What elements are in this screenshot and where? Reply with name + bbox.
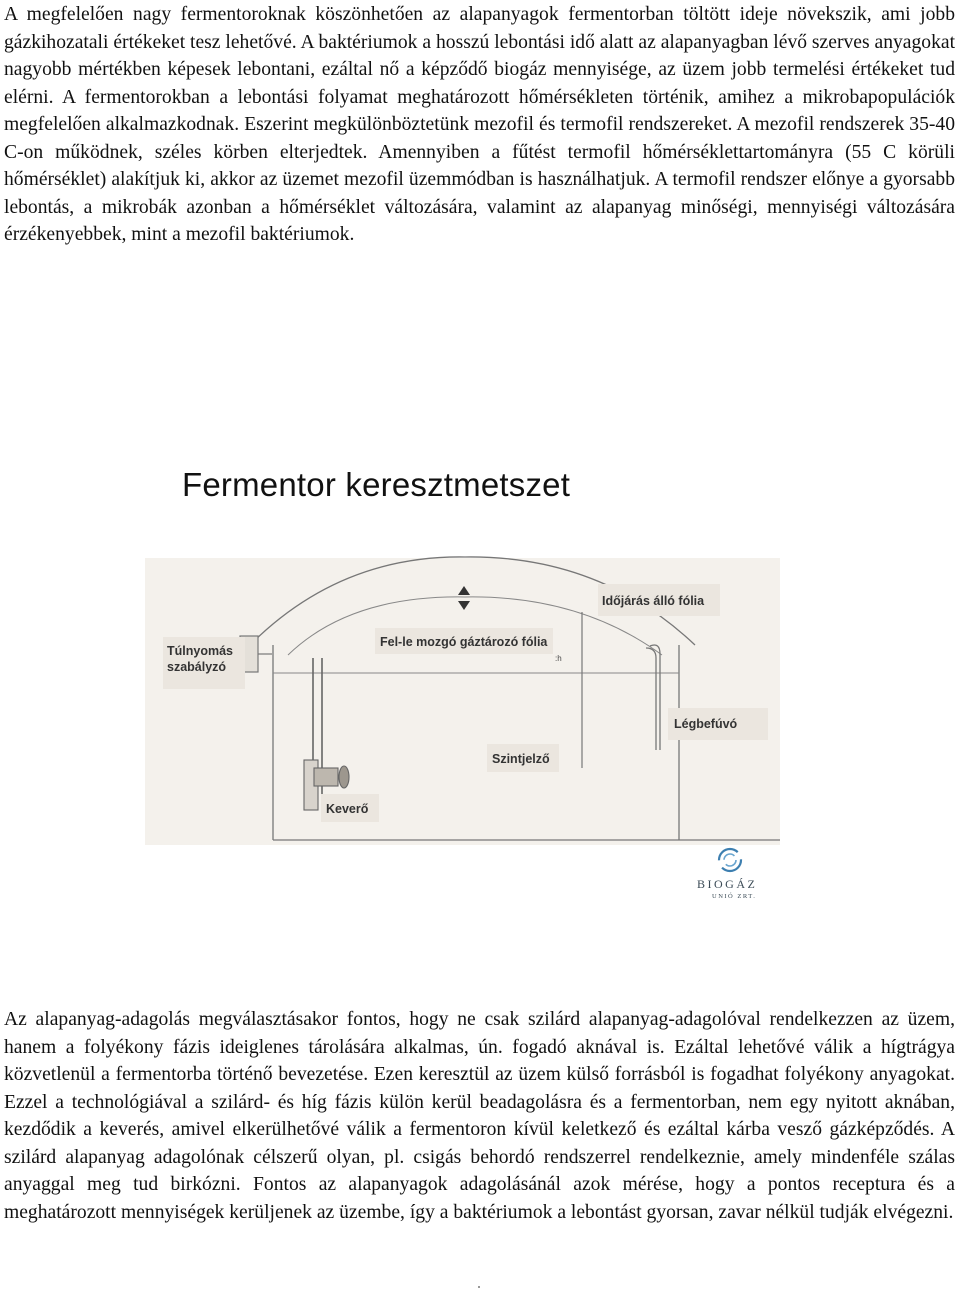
biogaz-logo-subtitle: UNIÓ ZRT. (712, 893, 757, 900)
small-mark-label: :h (555, 654, 562, 663)
biogaz-logo (697, 849, 757, 900)
diagram-title: Fermentor keresztmetszet (182, 466, 571, 503)
page-marker-dot (478, 1286, 480, 1288)
level-meter-label: Szintjelző (492, 752, 550, 766)
mixer-label: Keverő (326, 802, 369, 816)
fermentor-cross-section-diagram (140, 550, 800, 905)
weather-foil-label: Időjárás álló fólia (602, 594, 705, 608)
pressure-regulator-label-line1: Túlnyomás (167, 644, 233, 658)
feeding-paragraph: Az alapanyag-adagolás megválasztásakor fontos, hogy ne csak szilárd alapanyag-adagolóval rendelkezzen az üzem, hanem a folyékony fázis ideiglenes tárolására alkalmas, ún. fogadó aknával is. Ezáltal lehetővé válik a hígtrágya közvetlenül a fermentorba történő bevezetése. Ezen keresztül az üzem külső forrásból is fogadhat folyékony anyagokat. Ezzel a technológiával a szilárd- és híg fázis külön kerül beadagolásra és a fermentorban, nem egy nyitott aknában, kezdődik a keverés, amivel elkerülhetővé válik a fermentoron kívül keletkező és ezáltal kárba vesző gázképződés. A szilárd alapanyag adagolónak célszerű olyan, pl. csigás behordó rendszerrel rendelkeznie, amely mindenféle szálas anyaggal meg tud birkózni. Fontos az alapanyagok adagolásánál azok mérése, hogy a pontos receptura és a meghatározott mennyiségek kerüljenek az üzembe, így a baktériumok a lebontást gyorsan, zavar nélkül tudják elvégezni. (4, 1009, 955, 1223)
biogaz-logo-name: BIOGÁZ (697, 877, 758, 891)
intro-paragraph: A megfelelően nagy fermentoroknak köszönhetően az alapanyagok fermentorban töltött ideje növekszik, ami jobb gázkihozatali értékeket tesz lehetővé. A baktériumok a hosszú lebontási idő alatt az alapanyagban lévő szerves anyagokat nagyobb mértékben képesek lebontani, ezáltal nő a képződő biogáz mennyisége, az üzem jobb termelési értékeket tud elérni. A fermentorokban a lebontási folyamat meghatározott hőmérsékleten történik, amihez a mikrobapopulációk megfelelően alkalmazkodnak. Eszerint megkülönböztetünk mezofil és termofil rendszereket. A mezofil rendszerek 35-40 C-on működnek, széles körben elterjedtek. Amennyiben a fűtést termofil hőmérséklettartományra (55 C körüli hőmérséklet) alakítjuk ki, akkor az üzemet mezofil üzemmódban is használhatjuk. A termofil rendszer előnye a gyorsabb lebontás, a mikrobák azonban a hőmérséklet változására, valamint az alapanyag minőségi, mennyiségi változására érzékenyebbek, mint a mezofil baktériumok. (4, 4, 956, 245)
air-blower-label: Légbefúvó (674, 717, 738, 731)
biogaz-logo-swirl-icon (719, 849, 741, 871)
gas-foil-label: Fel-le mozgó gáztározó fólia (380, 635, 548, 649)
pressure-regulator-label-line2: szabályzó (167, 660, 227, 674)
